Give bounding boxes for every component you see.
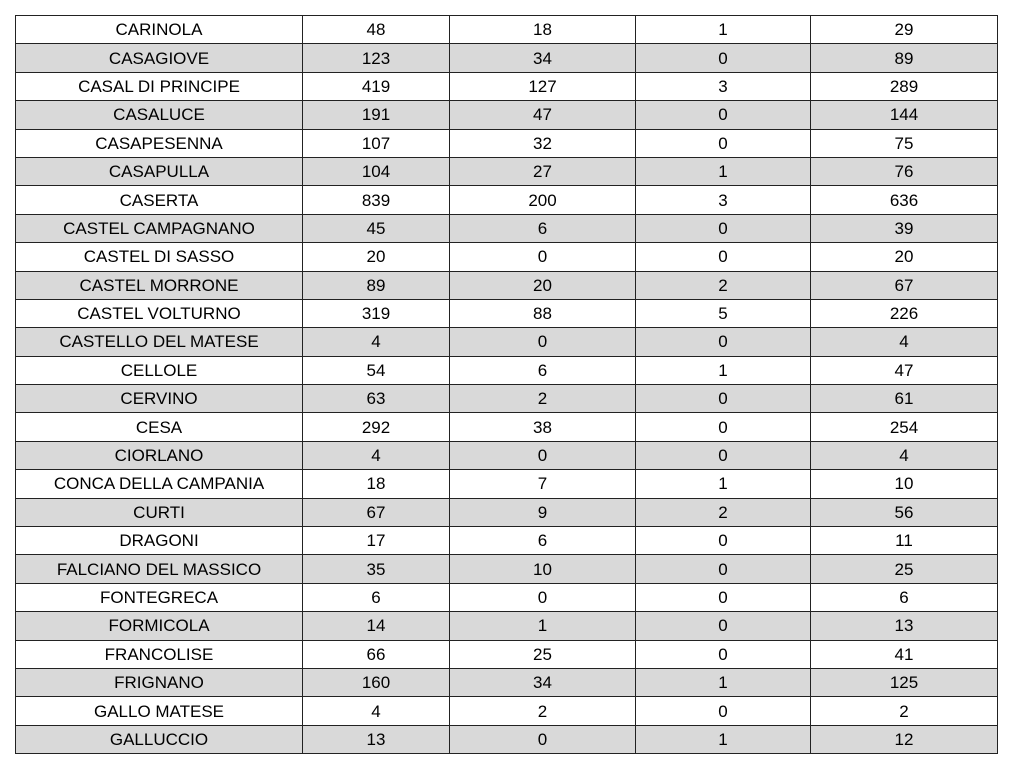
table-row [16,498,998,526]
value-cell-1: 48 [303,16,450,44]
value-cell-4: 6 [811,583,998,611]
value-cell-4: 39 [811,214,998,242]
value-cell-2: 0 [450,441,636,469]
municipality-name-cell: CARINOLA [16,16,303,44]
value-cell-1: 14 [303,612,450,640]
table-row [16,101,998,129]
table-row [16,725,998,753]
municipality-name-cell: CASAPESENNA [16,129,303,157]
municipality-name-cell: DRAGONI [16,527,303,555]
table-body [16,16,998,754]
value-cell-4: 289 [811,72,998,100]
municipality-table [15,15,998,754]
municipality-name-cell: FRANCOLISE [16,640,303,668]
value-cell-1: 4 [303,697,450,725]
value-cell-4: 254 [811,413,998,441]
municipality-name-cell: FALCIANO DEL MASSICO [16,555,303,583]
municipality-name-cell: GALLUCCIO [16,725,303,753]
table-row [16,555,998,583]
value-cell-3: 1 [636,157,811,185]
value-cell-4: 61 [811,385,998,413]
value-cell-2: 0 [450,328,636,356]
value-cell-3: 5 [636,299,811,327]
table-row [16,612,998,640]
value-cell-3: 2 [636,271,811,299]
value-cell-2: 20 [450,271,636,299]
value-cell-3: 0 [636,44,811,72]
value-cell-1: 54 [303,356,450,384]
value-cell-3: 0 [636,243,811,271]
value-cell-3: 0 [636,527,811,555]
value-cell-2: 0 [450,243,636,271]
municipality-name-cell: CASTEL VOLTURNO [16,299,303,327]
municipality-name-cell: CIORLANO [16,441,303,469]
municipality-name-cell: CASTEL DI SASSO [16,243,303,271]
value-cell-1: 419 [303,72,450,100]
table-row [16,271,998,299]
value-cell-2: 0 [450,583,636,611]
value-cell-4: 67 [811,271,998,299]
value-cell-2: 2 [450,385,636,413]
value-cell-4: 89 [811,44,998,72]
table-row [16,243,998,271]
value-cell-1: 107 [303,129,450,157]
value-cell-3: 1 [636,16,811,44]
value-cell-3: 1 [636,470,811,498]
value-cell-2: 7 [450,470,636,498]
municipality-name-cell: FORMICOLA [16,612,303,640]
value-cell-2: 1 [450,612,636,640]
value-cell-4: 2 [811,697,998,725]
municipality-name-cell: CASAL DI PRINCIPE [16,72,303,100]
table-row [16,441,998,469]
table-row [16,129,998,157]
value-cell-3: 0 [636,555,811,583]
table-row [16,413,998,441]
value-cell-1: 4 [303,441,450,469]
value-cell-3: 3 [636,186,811,214]
municipality-name-cell: CASAGIOVE [16,44,303,72]
value-cell-3: 1 [636,725,811,753]
value-cell-4: 4 [811,328,998,356]
value-cell-4: 25 [811,555,998,583]
value-cell-3: 0 [636,612,811,640]
value-cell-4: 29 [811,16,998,44]
value-cell-3: 0 [636,697,811,725]
value-cell-4: 10 [811,470,998,498]
value-cell-3: 2 [636,498,811,526]
value-cell-4: 4 [811,441,998,469]
table-row [16,385,998,413]
value-cell-1: 292 [303,413,450,441]
value-cell-4: 125 [811,668,998,696]
value-cell-2: 27 [450,157,636,185]
value-cell-3: 3 [636,72,811,100]
value-cell-4: 226 [811,299,998,327]
value-cell-1: 191 [303,101,450,129]
value-cell-4: 75 [811,129,998,157]
table-row [16,16,998,44]
value-cell-1: 35 [303,555,450,583]
table-row [16,527,998,555]
municipality-name-cell: CASALUCE [16,101,303,129]
value-cell-1: 67 [303,498,450,526]
value-cell-4: 636 [811,186,998,214]
value-cell-2: 6 [450,527,636,555]
municipality-name-cell: CASAPULLA [16,157,303,185]
municipality-name-cell: CERVINO [16,385,303,413]
table-row [16,157,998,185]
table-row [16,668,998,696]
value-cell-4: 12 [811,725,998,753]
value-cell-4: 144 [811,101,998,129]
value-cell-2: 6 [450,214,636,242]
value-cell-3: 0 [636,413,811,441]
value-cell-4: 76 [811,157,998,185]
value-cell-2: 38 [450,413,636,441]
municipality-name-cell: GALLO MATESE [16,697,303,725]
value-cell-1: 160 [303,668,450,696]
value-cell-1: 6 [303,583,450,611]
value-cell-3: 0 [636,640,811,668]
value-cell-1: 20 [303,243,450,271]
table-row [16,697,998,725]
value-cell-2: 47 [450,101,636,129]
municipality-name-cell: CASERTA [16,186,303,214]
value-cell-3: 0 [636,129,811,157]
value-cell-4: 56 [811,498,998,526]
table-row [16,328,998,356]
value-cell-1: 18 [303,470,450,498]
table-row [16,186,998,214]
value-cell-1: 104 [303,157,450,185]
table-row [16,470,998,498]
value-cell-1: 17 [303,527,450,555]
value-cell-2: 10 [450,555,636,583]
value-cell-3: 1 [636,356,811,384]
table-row [16,640,998,668]
value-cell-1: 123 [303,44,450,72]
value-cell-3: 1 [636,668,811,696]
municipality-name-cell: CASTELLO DEL MATESE [16,328,303,356]
value-cell-2: 6 [450,356,636,384]
value-cell-2: 18 [450,16,636,44]
value-cell-4: 20 [811,243,998,271]
value-cell-1: 319 [303,299,450,327]
value-cell-2: 34 [450,668,636,696]
value-cell-3: 0 [636,583,811,611]
value-cell-1: 13 [303,725,450,753]
table-row [16,583,998,611]
value-cell-3: 0 [636,214,811,242]
value-cell-1: 66 [303,640,450,668]
value-cell-1: 45 [303,214,450,242]
value-cell-3: 0 [636,385,811,413]
municipality-name-cell: CASTEL CAMPAGNANO [16,214,303,242]
value-cell-3: 0 [636,441,811,469]
value-cell-2: 200 [450,186,636,214]
table-row [16,44,998,72]
value-cell-2: 9 [450,498,636,526]
table-row [16,299,998,327]
municipality-name-cell: CELLOLE [16,356,303,384]
value-cell-2: 34 [450,44,636,72]
value-cell-2: 32 [450,129,636,157]
municipality-name-cell: CASTEL MORRONE [16,271,303,299]
municipality-name-cell: FRIGNANO [16,668,303,696]
table-row [16,214,998,242]
table-row [16,72,998,100]
value-cell-2: 127 [450,72,636,100]
table-row [16,356,998,384]
value-cell-3: 0 [636,328,811,356]
value-cell-2: 0 [450,725,636,753]
municipality-name-cell: CESA [16,413,303,441]
value-cell-4: 11 [811,527,998,555]
value-cell-2: 25 [450,640,636,668]
value-cell-4: 13 [811,612,998,640]
value-cell-2: 2 [450,697,636,725]
value-cell-1: 4 [303,328,450,356]
municipality-name-cell: CURTI [16,498,303,526]
value-cell-3: 0 [636,101,811,129]
municipality-name-cell: CONCA DELLA CAMPANIA [16,470,303,498]
value-cell-2: 88 [450,299,636,327]
value-cell-4: 41 [811,640,998,668]
municipality-name-cell: FONTEGRECA [16,583,303,611]
value-cell-4: 47 [811,356,998,384]
value-cell-1: 63 [303,385,450,413]
value-cell-1: 89 [303,271,450,299]
value-cell-1: 839 [303,186,450,214]
